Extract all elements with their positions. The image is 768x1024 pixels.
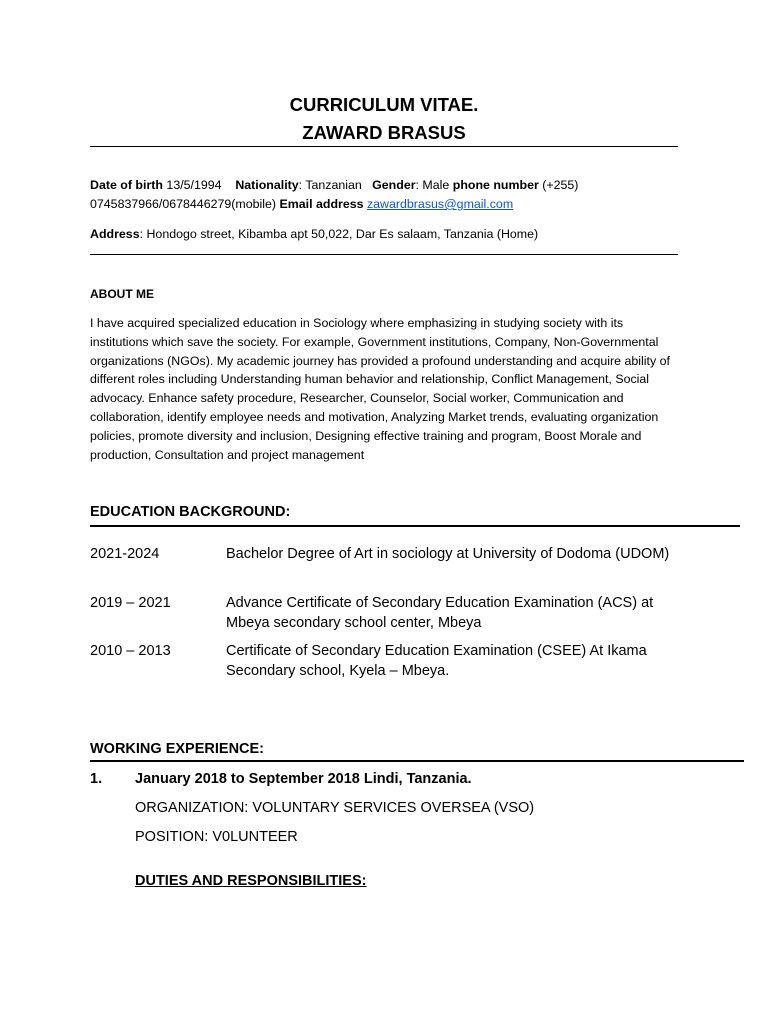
address-value: : Hondogo street, Kibamba apt 50,022, Dar Es salaam, Tanzania (Home) <box>139 227 539 241</box>
gender-label: Gender <box>372 178 416 192</box>
about-heading: ABOUT ME <box>90 287 154 301</box>
experience-divider <box>90 760 744 762</box>
document-title: CURRICULUM VITAE. <box>289 94 479 115</box>
details-divider <box>90 254 678 255</box>
nationality-value: : Tanzanian <box>298 178 362 192</box>
address-line <box>90 225 680 244</box>
title-divider <box>90 146 678 147</box>
candidate-name: ZAWARD BRASUS <box>302 122 466 143</box>
job-period-location: January 2018 to September 2018 Lindi, Tanzania. <box>135 771 472 787</box>
dob-value: 13/5/1994 <box>166 178 222 192</box>
education-description: Certificate of Secondary Education Examination (CSEE) At Ikama Secondary school, Kyela – Mbeya. <box>226 643 647 679</box>
about-text: I have acquired specialized education in Sociology where emphasizing in studying society with its institutions which save the society. For example, Government institutions, Company, Non-Governmental organizations (NGOs). My academic journey has provided a profound understanding and acquire ability of different roles including Understanding human behavior and relationship, Conflict Management, Social advocacy. Enhance safety procedure, Researcher, Counselor, Social worker, Communication and collaboration, identify employee needs and motivation, Analyzing Market trends, evaluating organization policies, promote diversity and inclusion, Designing effective training and program, Boost Morale and production, Consultation and project management <box>90 316 670 462</box>
education-divider <box>90 525 740 527</box>
job-organization: ORGANIZATION: VOLUNTARY SERVICES OVERSEA (VSO) <box>135 800 535 816</box>
education-years: 2010 – 2013 <box>90 643 171 659</box>
gender-value: : Male <box>415 178 450 192</box>
nationality-label: Nationality <box>235 178 299 192</box>
duties-heading: DUTIES AND RESPONSIBILITIES: <box>135 873 367 889</box>
email-link[interactable]: zawardbrasus@gmail.com <box>366 197 514 211</box>
address-label: Address <box>90 227 140 241</box>
job-position: POSITION: V0LUNTEER <box>135 829 298 845</box>
education-years: 2019 – 2021 <box>90 595 171 611</box>
education-description: Advance Certificate of Secondary Education Examination (ACS) at Mbeya secondary school center, Mbeya <box>226 595 654 631</box>
phone-value: (+255) 0745837966/0678446279(mobile) <box>90 178 579 211</box>
personal-details <box>90 176 680 214</box>
education-heading: EDUCATION BACKGROUND: <box>90 504 291 520</box>
education-description: Bachelor Degree of Art in sociology at University of Dodoma (UDOM) <box>226 546 670 562</box>
job-number: 1. <box>90 771 103 787</box>
email-label: Email address <box>279 197 364 211</box>
phone-label: phone number <box>452 178 539 192</box>
experience-heading: WORKING EXPERIENCE: <box>90 741 265 757</box>
education-years: 2021-2024 <box>90 546 160 562</box>
dob-label: Date of birth <box>90 178 163 192</box>
